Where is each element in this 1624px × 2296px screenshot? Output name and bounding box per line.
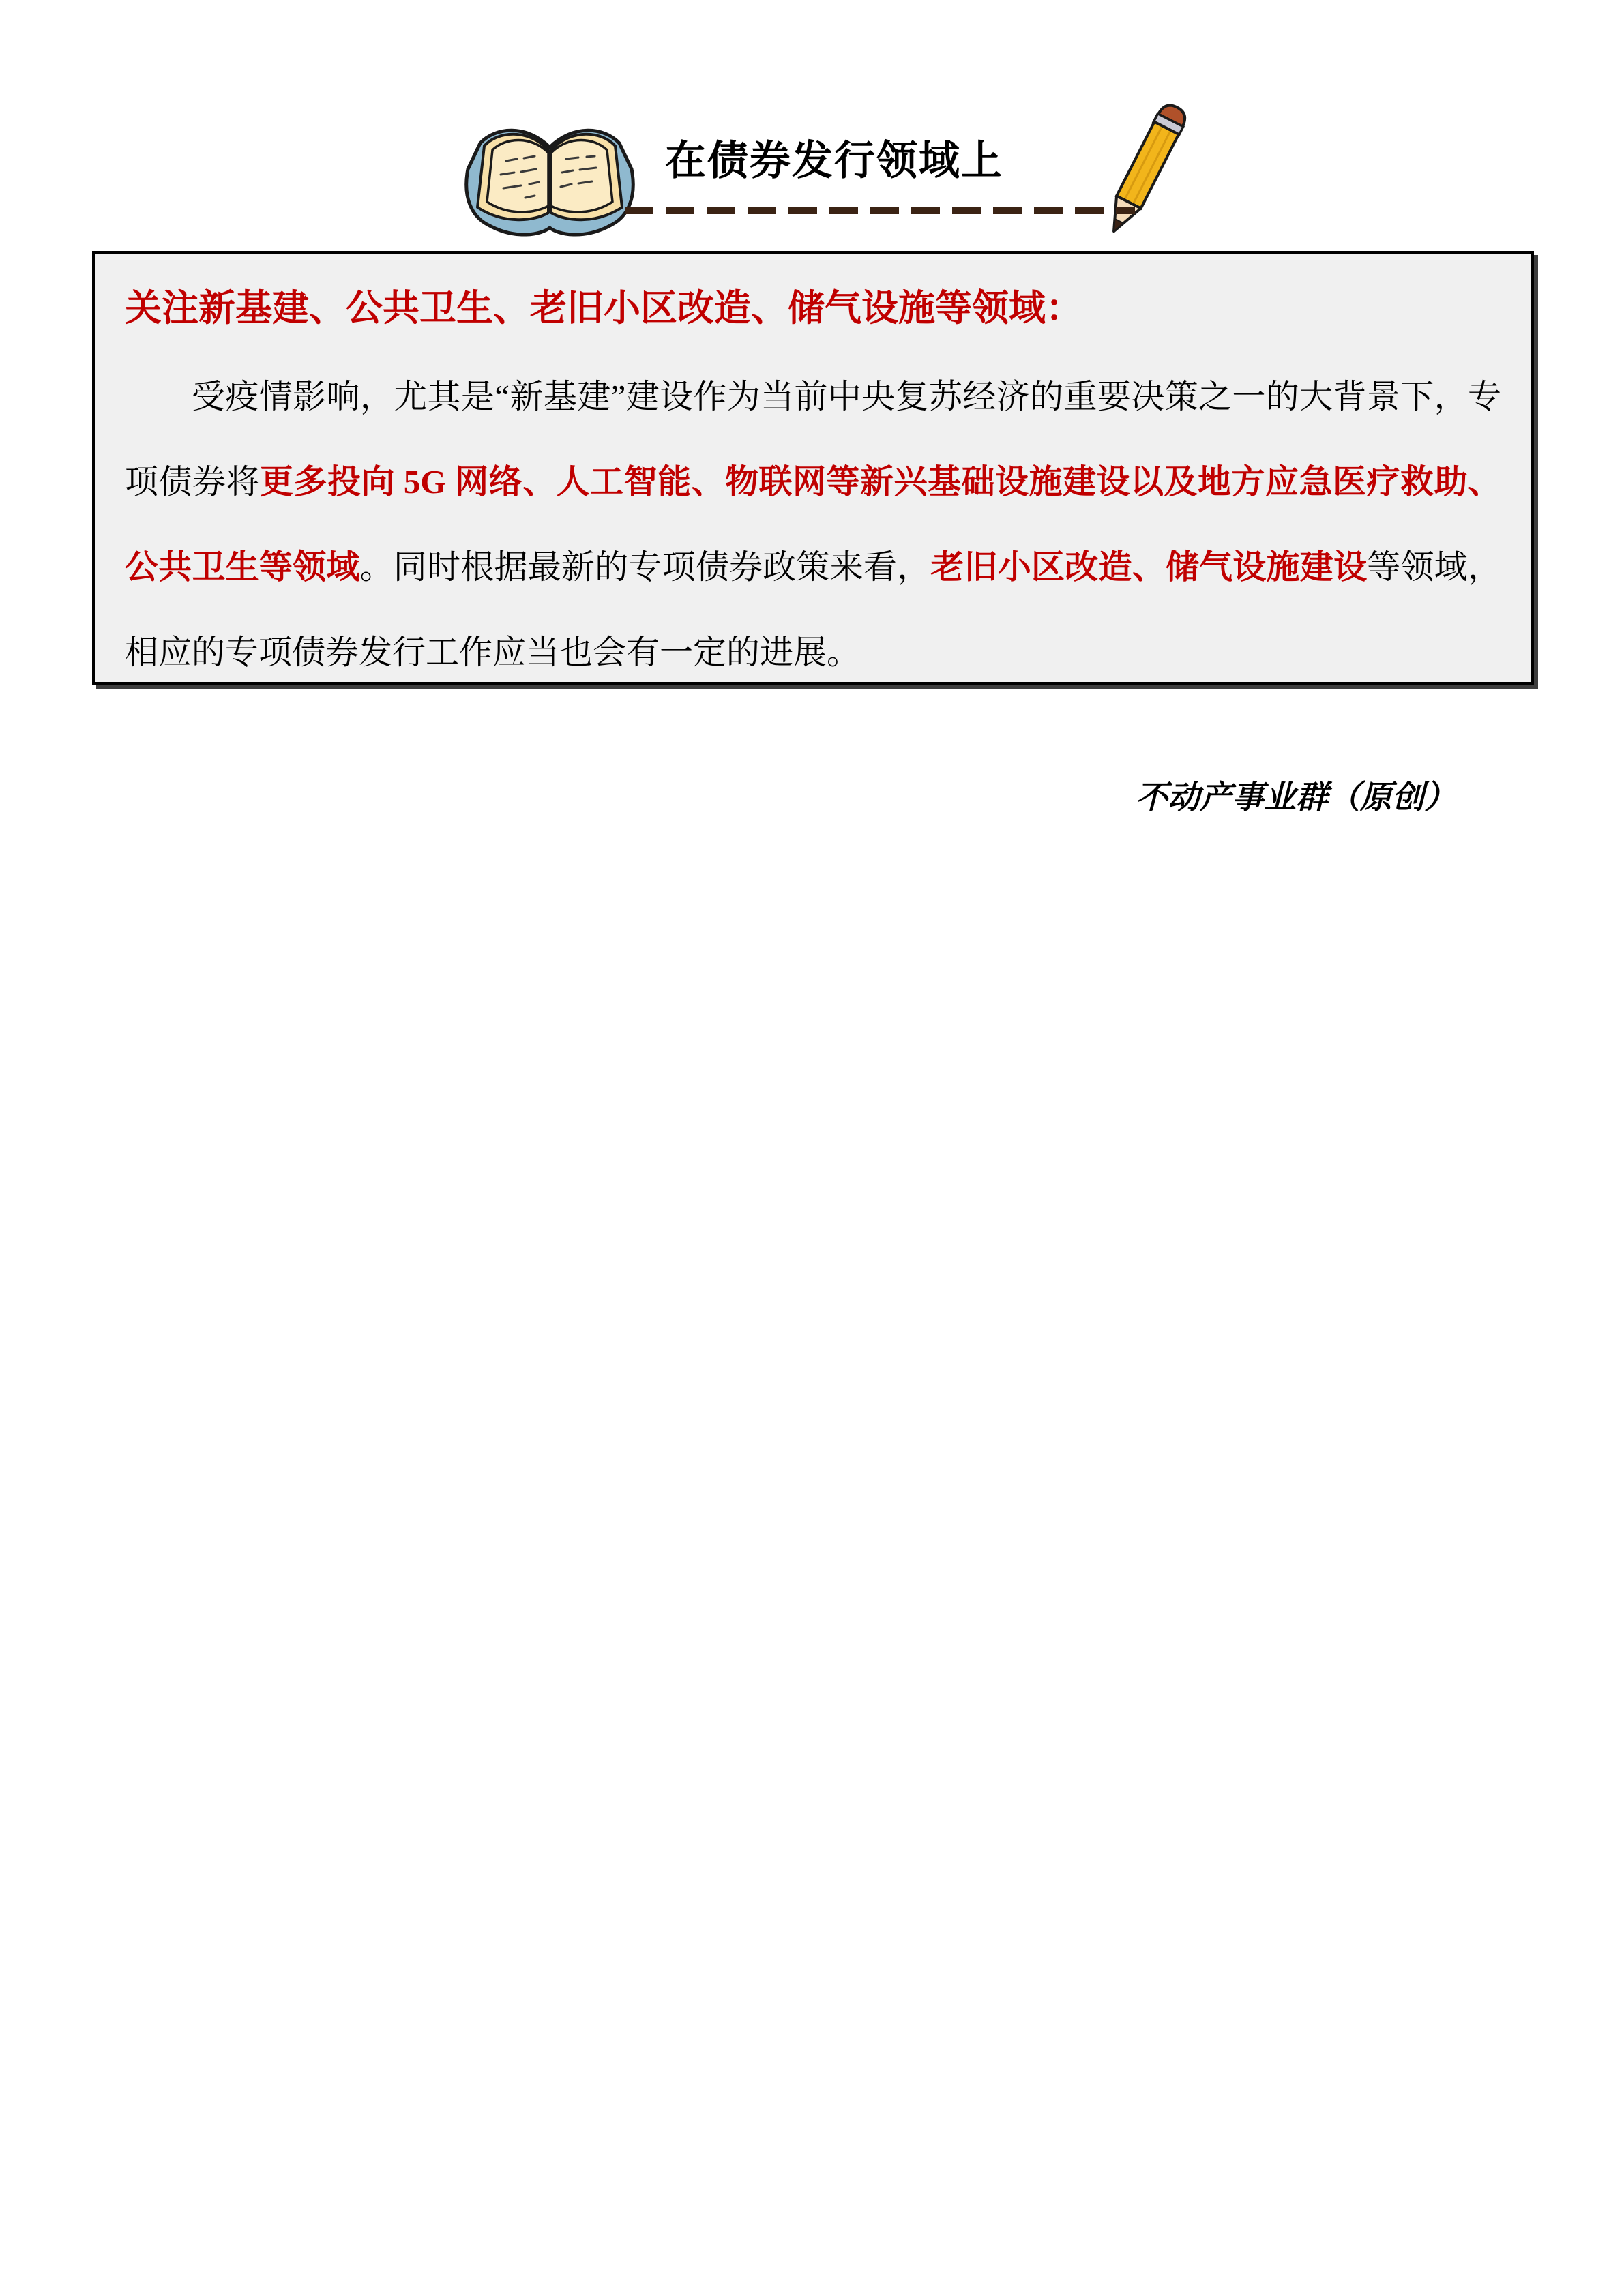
- text-segment-highlight: 老旧小区改造、储气设施建设: [930, 548, 1368, 586]
- text-segment: 受疫情影响，尤其是“新基建”建设作为当前中央复苏经济的重要决策之一的大背景下，专项债券将: [125, 377, 1501, 501]
- content-box: [92, 251, 1534, 685]
- page-header: [0, 0, 1624, 252]
- box-heading: 关注新基建、公共卫生、老旧小区改造、储气设施等领域：: [125, 288, 1082, 329]
- open-book-icon: [458, 110, 641, 243]
- text-segment-highlight: 更多投向 5G 网络、人工智能、物联网等新兴基础设施建设以及地方应急医疗救助、公共卫生等领域: [125, 462, 1501, 586]
- text-segment: 。同时根据最新的专项债券政策来看，: [359, 548, 931, 586]
- text-segment: 等领域，相应的专项债券发行工作应当也会有一定的进展。: [125, 548, 1501, 671]
- pencil-icon: [1086, 97, 1203, 245]
- body-paragraph: [125, 354, 1501, 685]
- signature-byline: 不动产事业群（原创）: [1136, 780, 1456, 816]
- page-title: 在债券发行领域上: [665, 138, 1003, 183]
- dashed-underline: [625, 207, 1135, 214]
